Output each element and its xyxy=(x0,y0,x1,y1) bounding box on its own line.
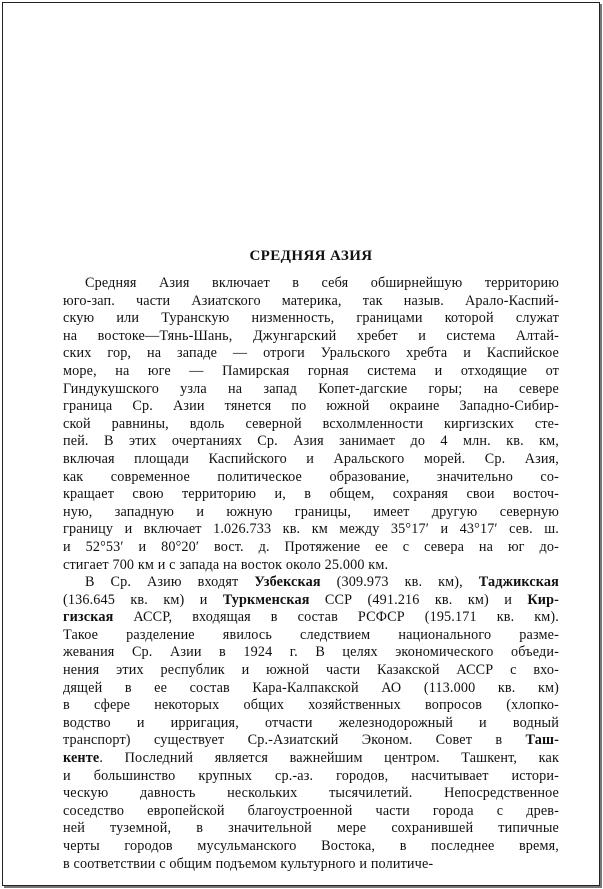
text-line: соседство европейской благоустроенной части города с древ- xyxy=(63,802,559,819)
text-line: скую или Туранскую низменность, границами которой служат xyxy=(63,310,559,327)
text-line: на востоке—Тянь-Шань, Джунгарский хребет и система Алтай- xyxy=(63,327,559,344)
text-line: транспорт) существует Ср.-Азиатский Эконом. Совет в Таш- xyxy=(63,732,559,749)
text-line: как современное политическое образование, значительно со- xyxy=(63,468,559,485)
text-line: Средняя Азия включает в себя обширнейшую территорию xyxy=(85,275,559,291)
text-line: черты городов мусульманского Востока, в последнее время, xyxy=(63,838,559,854)
text-line: границу и включает 1.026.733 кв. км между 35°17′ и 43°17′ сев. ш. xyxy=(63,521,559,538)
text-line: Гиндукушского узла на запад Копет-дагские горы; на севере xyxy=(63,380,559,397)
text-line: жевания Ср. Азии в 1924 г. В целях экономического объеди- xyxy=(63,644,559,661)
text-line: граница Ср. Азии тянется по южной окраине Западно-Сибир- xyxy=(63,398,559,415)
text-line: нения этих республик и южной части Казакской АССР с вхо- xyxy=(63,662,559,679)
text-line: дящей в ее состав Кара-Калпакской АО (113.000 кв. км) xyxy=(63,679,559,696)
bold-term: Таджикская xyxy=(478,574,559,591)
text-line: В Ср. Азию входят Узбекская (309.973 кв. км), Таджикская xyxy=(85,574,559,591)
paragraph xyxy=(63,574,559,873)
text-line: водство и ирригация, отчасти железнодорожный и водный xyxy=(63,714,559,731)
document-body xyxy=(63,247,559,873)
text-line: гизская АССР, входящая в состав РСФСР (195.171 кв. км). xyxy=(63,609,559,626)
paragraphs xyxy=(63,275,559,873)
text-line: пей. В этих очертаниях Ср. Азия занимает до 4 млн. кв. км, xyxy=(63,433,559,450)
bold-term: гизская xyxy=(63,609,114,626)
text-line: ских гор, на западе — отроги Уральского хребта и Каспийское xyxy=(63,345,559,362)
text-line: море, на юге — Памирская горная система и отходящие от xyxy=(63,362,559,379)
text-line: и 52°53′ и 80°20′ вост. д. Протяжение ее с севера на юг до- xyxy=(63,538,559,555)
bold-term: Узбекская xyxy=(254,574,321,591)
text-line: стигает 700 км и с запада на восток около 25.000 км. xyxy=(63,556,389,573)
text-line: и большинство крупных ср.-аз. городов, насчитывает истори- xyxy=(63,767,559,784)
text-line: кенте. Последний является важнейшим центром. Ташкент, как xyxy=(63,750,559,767)
text-line: включая площади Каспийского и Аральского морей. Ср. Азия, xyxy=(63,450,559,467)
text-line: Такое разделение явилось следствием национального разме- xyxy=(63,626,559,643)
text-line: ней туземной, в значительной мере сохранившей типичные xyxy=(63,820,559,837)
text-line: ческую давность нескольких тысячилетий. Непосредственное xyxy=(63,785,559,802)
paragraph xyxy=(63,275,559,574)
text-line: ную, западную и южную границы, имеет другую северную xyxy=(63,503,559,520)
bold-term: кенте xyxy=(63,750,100,767)
bold-term: Туркменская xyxy=(222,591,310,608)
text-line: кращает свою территорию и, в общем, сохраняя свои восточ- xyxy=(63,486,559,503)
text-line: в соответствии с общим подъемом культурного и политиче- xyxy=(63,855,434,872)
page xyxy=(2,2,600,886)
bold-term: Кир- xyxy=(527,591,560,608)
text-line: в сфере некоторых общих хозяйственных вопросов (хлопко- xyxy=(63,697,559,714)
text-line: (136.645 кв. км) и Туркменская ССР (491.216 кв. км) и Кир- xyxy=(63,591,560,608)
bold-term: Таш- xyxy=(525,732,559,749)
page-title: СРЕДНЯЯ АЗИЯ xyxy=(249,248,373,264)
text-line: юго-зап. части Азиатского материка, так назыв. Арало-Каспий- xyxy=(63,292,559,309)
text-line: ской равнины, вдоль северной всхолмленности киргизских сте- xyxy=(63,415,559,432)
